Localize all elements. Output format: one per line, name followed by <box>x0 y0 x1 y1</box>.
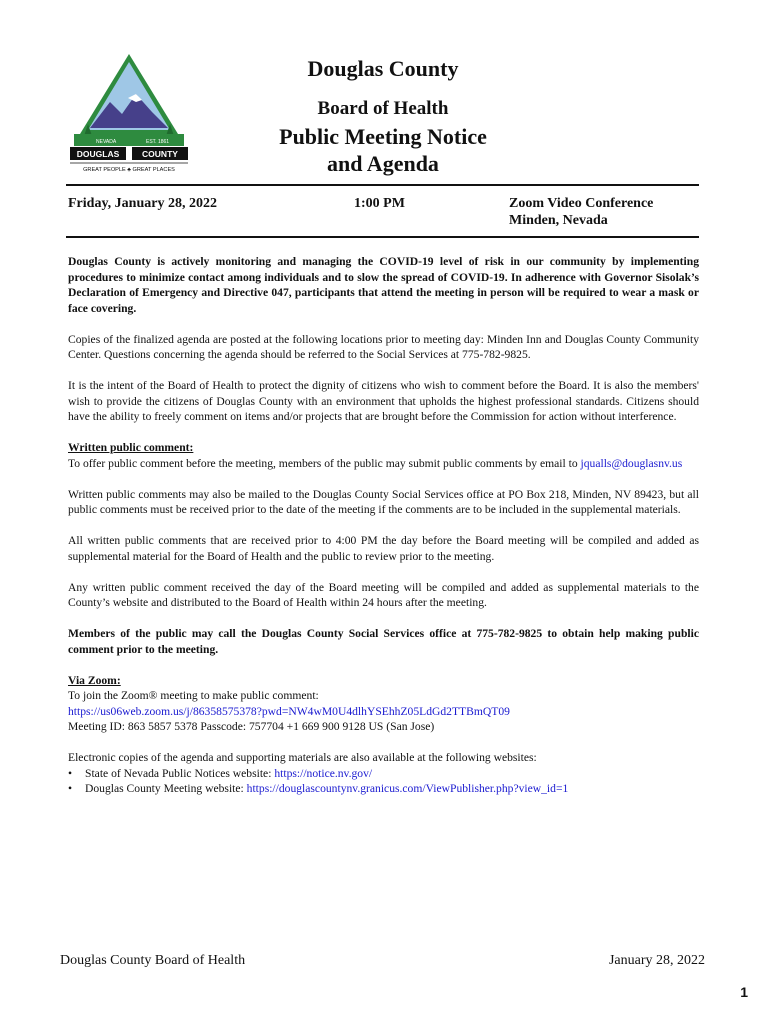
douglas-meeting-link[interactable]: https://douglascountynv.granicus.com/ViewPublisher.php?view_id=1 <box>246 782 569 795</box>
zoom-meeting-info: Meeting ID: 863 5857 5378 Passcode: 757704 +1 669 900 9128 US (San Jose) <box>68 720 435 733</box>
title-line-1: Public Meeting Notice <box>279 124 487 149</box>
written-comment-section <box>68 440 699 471</box>
logo-name-left: DOUGLAS <box>76 149 120 159</box>
douglas-county-logo <box>66 50 192 178</box>
document-body <box>68 254 699 797</box>
meeting-date: Friday, January 28, 2022 <box>68 196 217 211</box>
list-item <box>68 766 699 782</box>
electronic-copies-intro: Electronic copies of the agenda and supporting materials are also available at the following websites: <box>68 751 537 764</box>
websites-list <box>68 766 699 797</box>
logo-tagline: GREAT PEOPLE ♣ GREAT PLACES <box>83 167 175 173</box>
written-comment-heading: Written public comment: <box>68 441 194 454</box>
zoom-meeting-link[interactable]: https://us06web.zoom.us/j/86358575378?pwd=NW4wM0U4dlhYSEhhZ05LdGd2TTBmQT09 <box>68 704 510 718</box>
mailed-comments-paragraph: Written public comments may also be mailed to the Douglas County Social Services office at PO Box 218, Minden, NV 89423, but all public comments must be received prior to the date of the meeting if the comments are to be included in the supplemental materials. <box>68 487 699 516</box>
intent-paragraph: It is the intent of the Board of Health to protect the dignity of citizens who wish to comment before the Board. It is also the members' wish to provide the citizens of Douglas County with an environment that upholds the highest professional standards. Citizens should have the ability to freely comment on items and/or projects that are brought before the Commission for action without interference. <box>68 379 699 423</box>
footer-left: Douglas County Board of Health <box>60 953 246 968</box>
footer-date: January 28, 2022 <box>608 953 705 968</box>
meeting-location-line-2: Minden, Nevada <box>509 213 608 228</box>
copies-paragraph: Copies of the finalized agenda are posted at the following locations prior to meeting day: Minden Inn and Douglas County Community Center. Questions concerning the agenda should be referred to the Social Services at 775-782-9825. <box>68 332 699 361</box>
zoom-intro: To join the Zoom® meeting to make public comment: <box>68 689 319 702</box>
county-heading: Douglas County <box>307 56 459 81</box>
page-title <box>260 123 506 177</box>
logo-name-right: COUNTY <box>142 149 178 159</box>
list-item <box>68 781 699 797</box>
written-comment-text: To offer public comment before the meeting, members of the public may submit public comments by email to <box>68 456 578 470</box>
logo-state-text: NEVADA <box>96 139 117 145</box>
call-help-paragraph: Members of the public may call the Douglas County Social Services office at 775-782-9825 to obtain help making public comment prior to the meeting. <box>68 627 699 656</box>
received-prior-paragraph: All written public comments that are received prior to 4:00 PM the day before the Board meeting will be compiled and added as supplemental material for the Board of Health and the public to review prior to the meeting. <box>68 534 699 563</box>
comment-email-link[interactable]: jqualls@douglasnv.us <box>580 456 683 470</box>
nevada-notices-link[interactable]: https://notice.nv.gov/ <box>274 766 373 780</box>
page-number: 1 <box>740 984 748 1000</box>
header-top-rule <box>66 184 699 186</box>
zoom-heading: Via Zoom: <box>68 673 121 687</box>
website-label: Douglas County Meeting website: <box>85 782 247 795</box>
meeting-location-line-1: Zoom Video Conference <box>509 196 654 211</box>
electronic-copies-section <box>68 750 699 797</box>
zoom-section <box>68 673 699 735</box>
logo-est-text: EST. 1861 <box>146 139 170 145</box>
covid-notice: Douglas County is actively monitoring and managing the COVID-19 level of risk in our community by implementing procedures to minimize contact among individuals and to slow the spread of COVID-19. In adherence with Governor Sisolak’s Declaration of Emergency and Directive 047, participants that attend the meeting in person will be required to wear a mask or face covering. <box>68 255 699 315</box>
received-day-paragraph: Any written public comment received the day of the Board meeting will be compiled and added as supplemental materials to the County’s website and distributed to the Board of Health within 24 hours after the meeting. <box>68 580 699 609</box>
title-line-2: and Agenda <box>327 151 439 176</box>
board-heading: Board of Health <box>317 98 449 119</box>
logo-valley <box>88 130 170 134</box>
header-bottom-rule <box>66 236 699 238</box>
meeting-time: 1:00 PM <box>354 196 405 211</box>
meeting-location <box>509 195 653 229</box>
website-label: State of Nevada Public Notices website: <box>85 766 275 780</box>
